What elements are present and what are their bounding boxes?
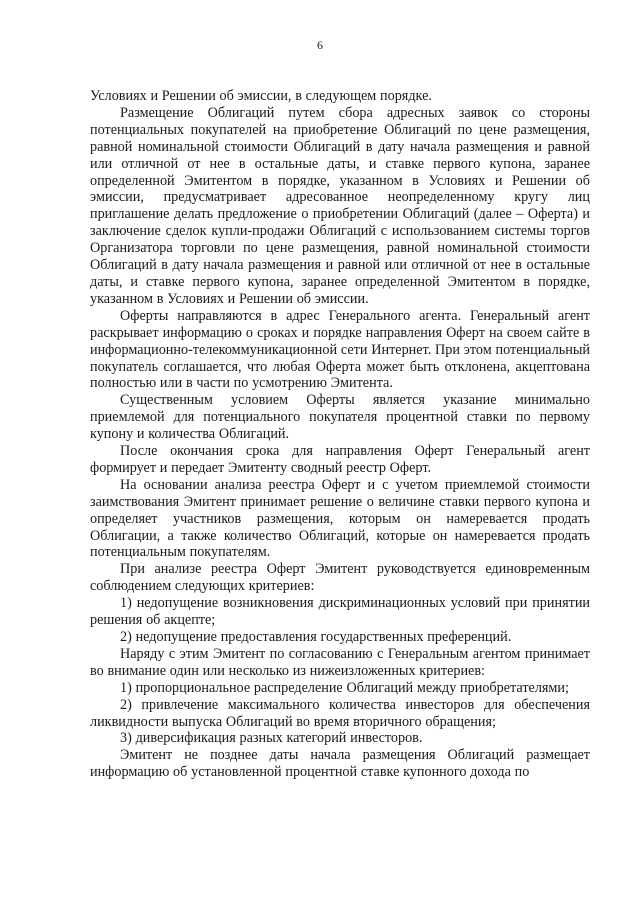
additional-criteria-item-3: 3) диверсификация разных категорий инвесторов.: [120, 730, 423, 747]
paragraph-criteria-intro: При анализе реестра Оферт Эмитент руководствуется единовременным соблюдением следующих критериев:: [90, 561, 590, 595]
additional-criteria-item-1: 1) пропорциональное распределение Облигаций между приобретателями;: [120, 679, 569, 696]
paragraph-offers-direction: Оферты направляются в адрес Генерального агента. Генеральный агент раскрывает информацию о сроках и порядке направления Оферт на своем сайте в информационно-телекоммуникационной сети Интернет. При этом потенциальный покупатель соглашается, что любая Оферта может быть отклонена, акцептована полностью или в части по усмотрению Эмитента.: [90, 307, 590, 392]
document-body: [90, 88, 590, 781]
page-number: 6: [317, 38, 323, 52]
paragraph-continuation: Условиях и Решении об эмиссии, в следующем порядке.: [90, 88, 432, 104]
paragraph-additional-criteria-intro: Наряду с этим Эмитент по согласованию с Генеральным агентом принимает во внимание один или несколько из нижеизложенных критериев:: [90, 645, 590, 679]
additional-criteria-item-2: 2) привлечение максимального количества инвесторов для обеспечения ликвидности выпуска Облигаций во время вторичного обращения;: [90, 696, 590, 730]
criteria-item-2: 2) недопущение предоставления государственных преференций.: [120, 629, 512, 645]
paragraph-offer-condition: Существенным условием Оферты является указание минимально приемлемой для потенциального покупателя процентной ставки по первому купону и количества Облигаций.: [90, 392, 590, 443]
paragraph-issuer-decision: На основании анализа реестра Оферт и с учетом приемлемой стоимости заимствования Эмитент принимает решение о величине ставки первого купона и определяет участников размещения, которым он намеревается продать Облигации, а также количество Облигаций, которые он намеревается продать потенциальным покупателям.: [90, 476, 590, 561]
paragraph-offers-registry: После окончания срока для направления Оферт Генеральный агент формирует и передает Эмитенту сводный реестр Оферт.: [90, 443, 590, 476]
paragraph-coupon-disclosure: Эмитент не позднее даты начала размещения Облигаций размещает информацию об установленной процентной ставке купонного дохода по: [90, 747, 590, 781]
criteria-item-1: 1) недопущение возникновения дискриминационных условий при принятии решения об акцепте;: [90, 595, 590, 629]
paragraph-placement-method: Размещение Облигаций путем сбора адресных заявок со стороны потенциальных покупателей на приобретение Облигаций по цене размещения, равной номинальной стоимости Облигаций в дату начала размещения и равной или отличной от нее в остальные даты, и ставке первого купона, заранее определенной Эмитентом в порядке, указанном в Условиях и Решении об эмиссии, предусматривает адресованное неопределенному кругу лиц приглашение делать предложение о приобретении Облигаций (далее – Оферта) и заключение сделок купли-продажи Облигаций с использованием системы торгов Организатора торговли по цене размещения, равной номинальной стоимости Облигаций в дату начала размещения и равной или отличной от нее в остальные даты, и ставке первого купона, заранее определенной Эмитентом в порядке, указанном в Условиях и Решении об эмиссии.: [90, 104, 590, 307]
